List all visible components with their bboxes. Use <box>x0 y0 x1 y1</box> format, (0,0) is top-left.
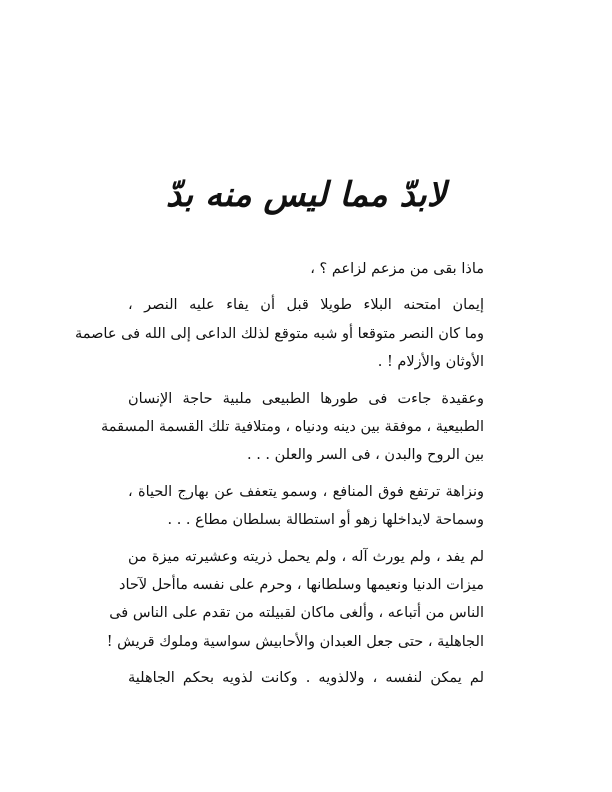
paragraph <box>106 543 484 657</box>
text-line: وما كان النصر متوقعا أو شبه متوقع لذلك الداعى إلى الله فى عاصمة <box>74 325 484 342</box>
paragraph <box>100 385 484 470</box>
text-line: وسماحة لايداخلها زهو أو استطالة بسلطان مطاع . . . <box>167 512 484 529</box>
text-line: بين الروح والبدن ، فى السر والعلن . . . <box>246 447 484 464</box>
text-line: ونزاهة ترتفع فوق المنافع ، وسمو يتعفف عن بهارج الحياة ، <box>128 483 484 500</box>
text-line: الجاهلية ، حتى جعل العبدان والأحابيش سواسية وملوك قريش ! <box>106 633 484 650</box>
body-text <box>74 255 484 693</box>
text-line: الناس من أتباعه ، وألغى ماكان لقبيلته من تقدم على الناس فى <box>109 605 484 622</box>
text-line: وعقيدة جاءت فى طورها الطبيعى ملبية حاجة الإنسان <box>128 390 484 407</box>
chapter-title: لابدّ مما ليس منه بدّ <box>165 175 447 215</box>
paragraph <box>128 478 484 535</box>
text-line: الطبيعية ، موفقة بين دينه ودنياه ، ومتلافية تلك القسمة المسقمة <box>100 419 484 436</box>
text-line: لم يمكن لنفسه ، ولالذويه . وكانت لذويه بحكم الجاهلية <box>128 670 484 687</box>
text-line: الأوثان والأزلام ! . <box>377 354 484 371</box>
text-line: ماذا بقى من مزعم لزاعم ؟ ، <box>310 261 484 277</box>
text-line: ميزات الدنيا ونعيمها وسلطانها ، وحرم على نفسه ماأحل لآحاد <box>119 577 484 594</box>
paragraph <box>128 255 484 283</box>
text-line: لم يفد ، ولم يورث آله ، ولم يحمل ذريته وعشيرته ميزة من <box>128 548 484 565</box>
text-line: إيمان امتحنه البلاء طويلا قبل أن يفاء عليه النصر ، <box>128 297 484 314</box>
paragraph <box>74 291 484 376</box>
paragraph <box>128 664 484 692</box>
